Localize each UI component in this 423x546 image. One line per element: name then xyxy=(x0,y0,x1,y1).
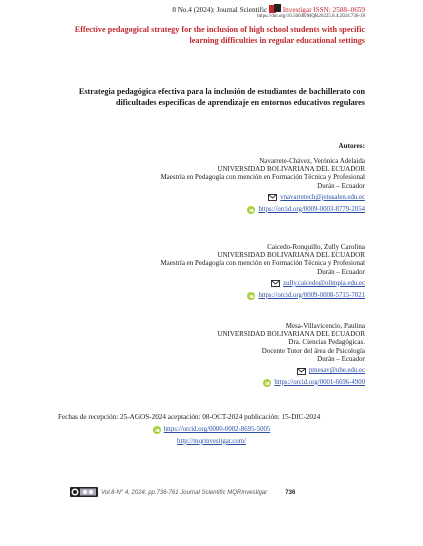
author-location: Durán – Ecuador xyxy=(317,181,365,190)
title-english: Effective pedagogical strategy for the inclusion of high school students with specific learning difficulties in regular educational settings xyxy=(74,25,365,45)
email-icon xyxy=(268,194,277,201)
author-university: UNIVERSIDAD BOLIVARIANA DEL ECUADOR xyxy=(217,330,365,339)
author-location: Durán – Ecuador xyxy=(317,354,365,363)
author-degree: Dra. Ciencias Pedagógicas. xyxy=(288,338,365,347)
author-orcid-link[interactable]: https://orcid.org/0009-0003-8779-2054 xyxy=(258,205,365,213)
author-name: Mesa-Villavicencio, Paulina xyxy=(285,322,365,330)
journal-prefix: 8 No.4 (2024): Journal Scientific xyxy=(172,6,268,14)
author-orcid-link[interactable]: https://orcid.org/0009-0008-5715-7021 xyxy=(258,291,365,299)
title-spanish: Estrategia pedagógica efectiva para la inclusión de estudiantes de bachillerato con dificultades específicas de aprendizaje en entornos educativos regulares xyxy=(78,87,365,107)
author-orcid-link[interactable]: https://orcid.org/0001-6696-4900 xyxy=(274,378,365,386)
author-block xyxy=(65,243,365,302)
author-block xyxy=(65,322,365,389)
author-email[interactable]: vnavarretech@jetusalen.edu.ec xyxy=(280,193,365,201)
journal-links xyxy=(0,426,423,446)
author-email[interactable]: pmesav@ube.edu.ec xyxy=(308,367,365,375)
author-degree: Maestría en Pedagogía con mención en Formación Técnica y Profesional xyxy=(160,173,365,182)
orcid-icon xyxy=(247,206,255,214)
author-name: Caicedo-Ronquillo, Zully Carolina xyxy=(267,243,365,251)
page-footer xyxy=(70,487,295,497)
publication-dates: Fechas de recepción: 25-AGOS-2024 aceptación: 08-OCT-2024 publicación: 15-DIC-2024 xyxy=(58,413,321,421)
journal-header xyxy=(172,4,365,14)
doi-link[interactable]: https://doi.org/10.56048/MQR20225.8.4.2024.736-18 xyxy=(257,14,365,19)
author-block xyxy=(65,157,365,216)
orcid-icon xyxy=(247,292,255,300)
creative-commons-license-icon xyxy=(70,487,98,497)
mqr-logo-icon xyxy=(269,4,281,14)
orcid-icon xyxy=(263,379,271,387)
author-name: Navarrete-Chávez, Verónica Adelaida xyxy=(259,157,365,165)
email-icon xyxy=(271,280,280,287)
page-number: 736 xyxy=(285,490,296,496)
journal-orcid-link[interactable]: https://orcid.org/0000-0002-8695-5005 xyxy=(163,426,271,433)
journal-name: Investigar ISSN: 2588–0659 xyxy=(282,6,365,14)
author-university: UNIVERSIDAD BOLIVARIANA DEL ECUADOR xyxy=(217,251,365,260)
author-university: UNIVERSIDAD BOLIVARIANA DEL ECUADOR xyxy=(217,165,365,174)
author-degree: Maestría en Pedagogía con mención en Formación Técnica y Profesional xyxy=(160,259,365,268)
authors-label: Autores: xyxy=(338,142,365,150)
orcid-icon xyxy=(153,426,161,434)
author-location: Durán – Ecuador xyxy=(317,267,365,276)
email-icon xyxy=(297,368,306,375)
journal-website-link[interactable]: http://mqrinvestigar.com/ xyxy=(177,437,246,445)
author-email[interactable]: zully.caicedo@olimpia.edu.ec xyxy=(283,279,365,287)
author-role: Docente Tutor del área de Psicología xyxy=(261,346,365,355)
footer-citation: Vol.8-N° 4, 2024, pp.736-761 Journal Scientific MQRInvestigar xyxy=(101,490,268,496)
